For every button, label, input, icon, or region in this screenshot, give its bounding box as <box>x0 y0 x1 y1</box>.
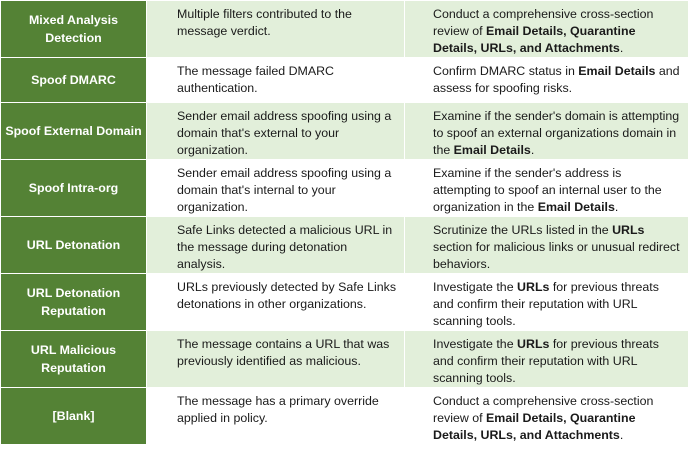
action-emphasis: URLs <box>517 337 550 351</box>
recommended-action <box>405 1 688 58</box>
detection-category <box>1 58 147 103</box>
table-row <box>1 160 688 217</box>
detection-description: Multiple filters contributed to the message verdict. <box>147 1 405 58</box>
action-text: and assess for spoofing risks. <box>433 64 680 95</box>
table-row <box>1 217 688 274</box>
category-line: [Blank] <box>52 409 95 423</box>
detection-description: Safe Links detected a malicious URL in the message during detonation analysis. <box>147 217 405 274</box>
detection-category <box>1 331 147 388</box>
recommended-action <box>405 160 688 217</box>
detection-description: URLs previously detected by Safe Links detonations in other organizations. <box>147 274 405 331</box>
action-text: section for malicious links or unusual redirect behaviors. <box>433 240 680 271</box>
category-line: URL Malicious <box>30 343 117 357</box>
recommended-action <box>405 217 688 274</box>
detection-category <box>1 388 147 445</box>
action-text: Scrutinize the URLs listed in the <box>433 223 613 237</box>
action-emphasis: Email Details <box>578 64 656 78</box>
category-line: Mixed Analysis <box>28 13 119 27</box>
action-emphasis: Email Details, Quarantine Details, URLs, and Attachments <box>433 411 636 442</box>
action-text: Examine if the sender's address is attempting to spoof an internal user to the organization in the <box>433 166 662 214</box>
category-line: URL Detonation <box>26 286 121 300</box>
category-line: URL Detonation <box>26 238 121 252</box>
table-row <box>1 388 688 445</box>
action-text: Investigate the <box>433 280 518 294</box>
table-row <box>1 58 688 103</box>
table-row <box>1 331 688 388</box>
category-line: Spoof Intra-org <box>28 181 119 195</box>
recommended-action <box>405 58 688 103</box>
detection-description: The message has a primary override applied in policy. <box>147 388 405 445</box>
table-row <box>1 1 688 58</box>
action-text: Examine if the sender's domain is attempting to spoof an external organizations domain in the <box>433 109 680 157</box>
category-line: Reputation <box>41 361 106 375</box>
recommended-action <box>405 103 688 160</box>
recommended-action <box>405 274 688 331</box>
category-line: Reputation <box>41 304 106 318</box>
detection-description: Sender email address spoofing using a domain that's external to your organization. <box>147 103 405 160</box>
recommended-action <box>405 388 688 445</box>
detection-description: The message failed DMARC authentication. <box>147 58 405 103</box>
action-emphasis: Email Details <box>453 143 531 157</box>
action-text: for previous threats and confirm their reputation with URL scanning tools. <box>433 337 659 385</box>
detection-category <box>1 217 147 274</box>
detection-category <box>1 274 147 331</box>
action-emphasis: Email Details <box>537 200 615 214</box>
action-emphasis: Email Details, Quarantine Details, URLs, and Attachments <box>433 24 636 55</box>
action-text: for previous threats and confirm their reputation with URL scanning tools. <box>433 280 659 328</box>
action-text: Conduct a comprehensive cross-section review of <box>433 7 654 38</box>
action-text: . <box>619 41 624 55</box>
action-text: Investigate the <box>433 337 518 351</box>
action-emphasis: URLs <box>612 223 645 237</box>
action-text: . <box>619 428 624 442</box>
detection-description: Sender email address spoofing using a domain that's internal to your organization. <box>147 160 405 217</box>
action-text: Confirm DMARC status in <box>433 64 579 78</box>
detection-category <box>1 160 147 217</box>
recommended-action <box>405 331 688 388</box>
action-text: . <box>614 200 619 214</box>
detection-description: The message contains a URL that was previously identified as malicious. <box>147 331 405 388</box>
detection-category <box>1 103 147 160</box>
category-line: Spoof DMARC <box>31 73 116 87</box>
detection-category <box>1 1 147 58</box>
action-text: . <box>530 143 535 157</box>
table-row <box>1 103 688 160</box>
category-line: Spoof External Domain <box>5 124 142 138</box>
action-emphasis: URLs <box>517 280 550 294</box>
action-text: Conduct a comprehensive cross-section review of <box>433 394 654 425</box>
category-line: Detection <box>45 31 102 45</box>
table-row <box>1 274 688 331</box>
